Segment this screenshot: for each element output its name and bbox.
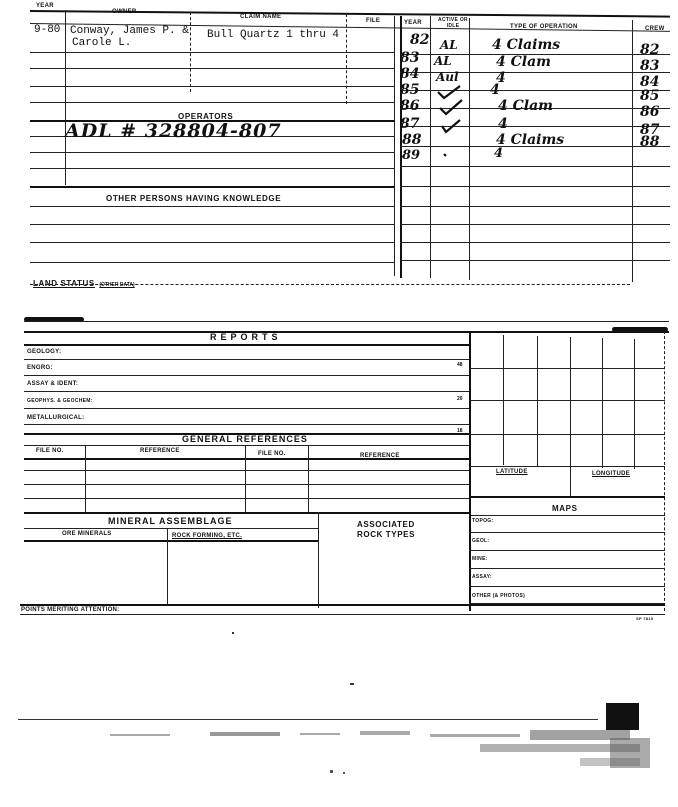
mineral-col-rock: ROCK FORMING, ETC. <box>172 533 243 539</box>
op-status-3: Aul <box>436 70 459 84</box>
maps-topog: TOPOG: <box>472 518 494 524</box>
entry-owner-line2: Carole L. <box>72 37 132 49</box>
gr-col-file-no-1: FILE NO. <box>36 448 64 454</box>
longitude-label: LONGITUDE <box>592 471 631 477</box>
land-status <box>33 273 135 291</box>
header-type-of-operation: TYPE OF OPERATION <box>510 24 578 30</box>
op-year-3: 84 <box>400 66 420 82</box>
scan-dot-1 <box>232 632 234 634</box>
op-crew-6: 87 <box>640 122 660 138</box>
right-grid-h4 <box>469 466 665 467</box>
maps-rule-3 <box>469 568 665 569</box>
scan-dot-2 <box>350 683 354 685</box>
row-line-7 <box>30 152 395 153</box>
other-persons-label: OTHER PERSONS HAVING KNOWLEDGE <box>106 194 282 203</box>
maps-title: MAPS <box>552 504 578 513</box>
right-grid-right-border <box>664 331 665 611</box>
row-line-3 <box>30 86 395 87</box>
mineral-vline-mid <box>167 528 168 606</box>
general-refs-col-rule <box>24 458 469 460</box>
right-grid-v3 <box>570 337 571 497</box>
scan-dark-block <box>606 703 639 730</box>
gr-vline-3 <box>308 446 309 512</box>
op-crew-5: 86 <box>640 104 660 120</box>
other-persons-rule <box>30 186 395 188</box>
card-top-rule <box>24 331 669 333</box>
reports-title-rule <box>24 344 469 346</box>
points-meriting-attention: POINTS MERITING ATTENTION: <box>21 607 120 613</box>
general-refs-header-rule <box>24 445 469 446</box>
right-row-7 <box>400 166 670 167</box>
maps-other: OTHER (& PHOTOS) <box>472 593 526 599</box>
op-type-6: 4 <box>498 116 508 132</box>
report-rule-2 <box>24 375 469 376</box>
gr-vline-2 <box>245 446 246 512</box>
report-assay: ASSAY & IDENT: <box>27 381 79 387</box>
op-type-2: 4 Clam <box>496 54 551 70</box>
report-metallurgical: METALLURGICAL: <box>27 415 85 421</box>
maps-title-rule <box>469 515 665 516</box>
right-row-10 <box>400 224 670 225</box>
gr-col-file-no-2: FILE NO. <box>258 451 286 457</box>
row-line-1 <box>30 52 395 53</box>
header-year: YEAR <box>36 3 54 9</box>
row-line-11 <box>30 224 395 225</box>
scan-edge-line <box>18 719 598 720</box>
col-line-claim <box>346 14 347 104</box>
header-crew: CREW <box>645 26 665 32</box>
row-line-13 <box>30 262 395 263</box>
maps-rule-4 <box>469 586 665 587</box>
maps-rule-2 <box>469 550 665 551</box>
card-bottom-rule <box>20 604 665 606</box>
report-metallurgical-num: 18 <box>457 428 463 434</box>
right-grid-v4 <box>602 338 603 468</box>
maps-rule-1 <box>469 532 665 533</box>
latitude-label: LATITUDE <box>496 469 528 475</box>
row-line-2 <box>30 68 395 69</box>
right-row-12 <box>400 260 670 261</box>
header-active-or-idle: ACTIVE OR IDLE <box>438 17 468 29</box>
right-grid-v5 <box>634 339 635 469</box>
maps-geol: GEOL: <box>472 538 490 544</box>
right-row-9 <box>400 206 670 207</box>
gr-col-reference-1: REFERENCE <box>140 448 180 454</box>
op-crew-2: 83 <box>640 58 660 74</box>
op-type-1: 4 Claims <box>492 37 561 53</box>
op-year-4: 85 <box>400 82 420 98</box>
right-row-11 <box>400 242 670 243</box>
gr-row-1 <box>24 470 469 471</box>
gr-row-3 <box>24 498 469 499</box>
report-rule-5 <box>24 424 469 425</box>
op-status-1: AL <box>440 38 458 52</box>
operators-value: ADL # 328804-807 <box>65 120 282 142</box>
right-grid-h3 <box>469 434 665 435</box>
op-crew-1: 82 <box>640 42 660 58</box>
card-bottom-rule-2 <box>20 614 665 615</box>
op-year-1: 82 <box>410 32 430 48</box>
operators-label: OPERATORS <box>178 112 234 121</box>
land-status-rule <box>30 284 630 285</box>
report-engrg-num: 48 <box>457 362 463 368</box>
row-line-12 <box>30 242 395 243</box>
op-status-2: AL <box>434 54 452 68</box>
row-line-4 <box>30 102 395 103</box>
col-line-file <box>394 16 395 276</box>
gr-vline-1 <box>85 446 86 512</box>
entry-year: 9-80 <box>34 24 61 36</box>
op-type-7: 4 Claims <box>496 132 565 148</box>
report-geophys-num: 20 <box>457 396 463 402</box>
entry-claim: Bull Quartz 1 thru 4 <box>207 29 340 41</box>
maps-assay: ASSAY: <box>472 574 492 580</box>
right-grid-h1 <box>469 368 665 369</box>
reports-title: REPORTS <box>210 332 282 342</box>
op-year-8: 89 <box>402 148 421 163</box>
mineral-vline-right <box>318 512 319 608</box>
op-year-5: 86 <box>400 98 420 114</box>
op-type-3: 4 <box>496 70 506 86</box>
report-rule-3 <box>24 391 469 392</box>
right-grid-v2 <box>537 336 538 466</box>
col-line-year <box>65 10 66 185</box>
header-file: FILE <box>366 18 381 24</box>
row-line-10 <box>30 206 395 207</box>
associated-line1: ASSOCIATED <box>357 520 415 529</box>
op-crew-4: 85 <box>640 88 660 104</box>
report-geology: GEOLOGY: <box>27 349 62 355</box>
op-year-6: 87 <box>400 116 420 132</box>
scan-noise <box>100 728 660 788</box>
mineral-title-rule <box>24 528 318 529</box>
op-year-2: 83 <box>400 50 420 66</box>
row-line-8 <box>30 168 395 169</box>
report-geophys: GEOPHYS. & GEOCHEM: <box>27 398 93 404</box>
op-year-7: 88 <box>402 132 422 148</box>
mineral-top-rule <box>24 512 469 514</box>
general-references-title: GENERAL REFERENCES <box>182 434 308 444</box>
land-status-sub: (OTHER DATA) <box>99 282 135 288</box>
gr-col-reference-2: REFERENCE <box>360 453 400 459</box>
report-engrg: ENGRG: <box>27 365 53 371</box>
header-year2: YEAR <box>404 20 422 26</box>
maps-top-rule <box>469 496 665 498</box>
maps-mine: MINE: <box>472 556 488 562</box>
right-grid-h2 <box>469 400 665 401</box>
report-rule-4 <box>24 408 469 409</box>
right-grid-left-border <box>469 331 471 611</box>
mineral-assemblage-title: MINERAL ASSEMBLAGE <box>108 516 233 526</box>
header-owner: OWNER <box>112 9 137 15</box>
header-claim-name: CLAIM NAME <box>240 14 282 20</box>
gr-row-2 <box>24 484 469 485</box>
entry-owner-line1: Conway, James P. & <box>70 25 189 37</box>
op-type-8: 4 <box>494 146 504 161</box>
right-row-8 <box>400 186 670 187</box>
card-top-edge <box>24 321 669 322</box>
land-status-label: LAND STATUS <box>33 279 95 288</box>
check-marks <box>430 80 470 165</box>
mineral-col-ore: ORE MINERALS <box>62 531 112 537</box>
form-number: SP 7815 <box>636 616 654 621</box>
op-crew-3: 84 <box>640 74 660 90</box>
report-rule-1 <box>24 359 469 360</box>
op-type-4: 4 <box>490 82 500 98</box>
op-type-5: 4 Clam <box>498 98 553 114</box>
associated-line2: ROCK TYPES <box>357 530 416 539</box>
op-crew-7: 88 <box>640 134 660 150</box>
mineral-col-rule <box>24 540 318 542</box>
